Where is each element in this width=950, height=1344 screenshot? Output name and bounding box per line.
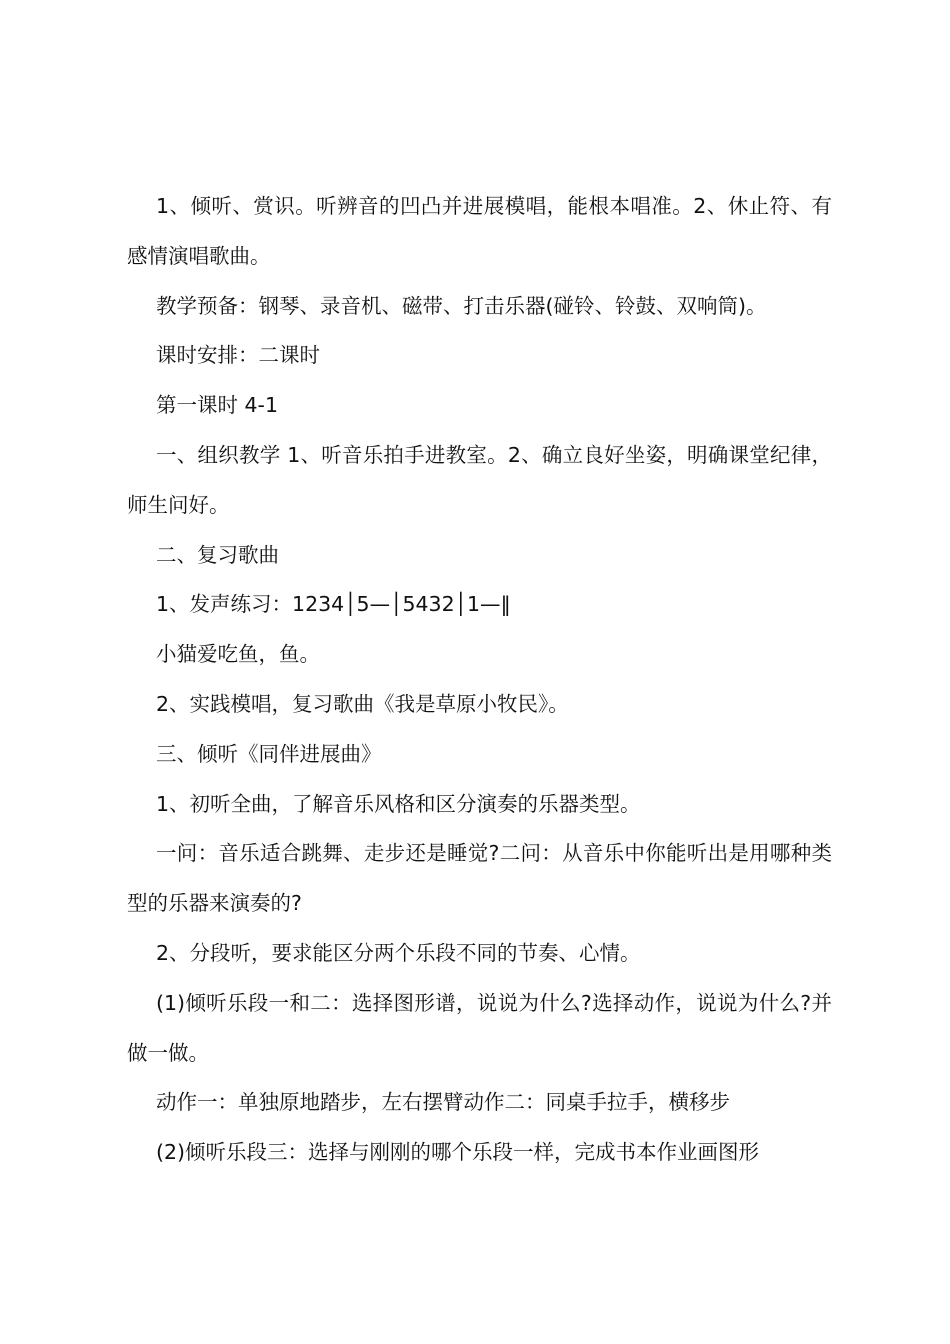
paragraph-lyrics: 小猫爱吃鱼，鱼。 [156,642,320,667]
paragraph-segment-one-two: (1)倾听乐段一和二：选择图形谱，说说为什么?选择动作，说说为什么?并做一做。 [127,990,832,1065]
paragraph-questions: 一问：音乐适合跳舞、走步还是睡觉?二问：从音乐中你能听出是用哪种类型的乐器来演奏的? [127,841,832,916]
paragraph-preparation: 教学预备：钢琴、录音机、磁带、打击乐器(碰铃、铃鼓、双响筒)。 [156,293,767,318]
paragraph-lesson-heading: 第一课时 4-1 [156,393,278,418]
paragraph-section-two-heading: 二、复习歌曲 [156,542,279,567]
paragraph-segment-three: (2)倾听乐段三：选择与刚刚的哪个乐段一样，完成书本作业画图形 [156,1140,760,1165]
paragraph-song-review: 2、实践模唱，复习歌曲《我是草原小牧民》。 [156,691,569,716]
paragraph-schedule: 课时安排：二课时 [156,343,320,368]
paragraph-first-listen: 1、初听全曲，了解音乐风格和区分演奏的乐器类型。 [156,791,641,816]
paragraph-actions: 动作一：单独原地踏步，左右摆臂动作二：同桌手拉手，横移步 [156,1090,730,1115]
paragraph-section-three-heading: 三、倾听《同伴进展曲》 [156,741,382,766]
paragraph-segment-listen: 2、分段听，要求能区分两个乐段不同的节奏、心情。 [156,940,641,965]
paragraph-objectives: 1、倾听、赏识。听辨音的凹凸并进展模唱，能根本唱准。2、休止符、有感情演唱歌曲。 [127,194,832,268]
paragraph-vocal-exercise: 1、发声练习：1234│5—│5432│1—‖ [156,592,511,617]
paragraph-section-one: 一、组织教学 1、听音乐拍手进教室。2、确立良好坐姿，明确课堂纪律，师生问好。 [127,442,832,517]
document-body [127,182,832,1178]
